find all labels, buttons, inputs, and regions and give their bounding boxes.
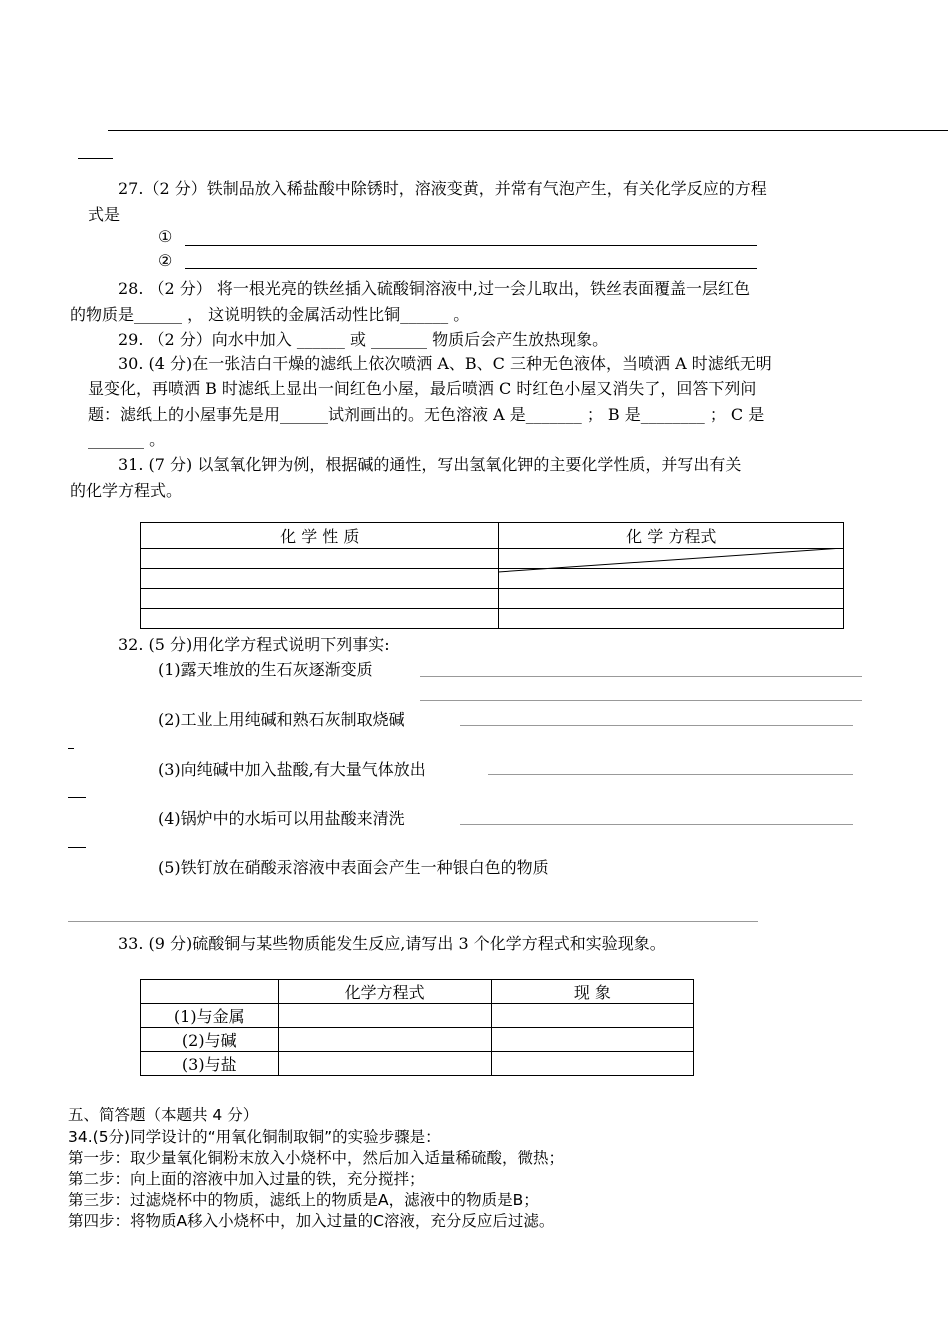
q31-cell[interactable] [141,549,499,569]
q32-item5: (5)铁钉放在硝酸汞溶液中表面会产生一种银白色的物质 [158,858,549,877]
q31-header-equation: 化 学 方程式 [499,523,844,549]
q29-line1: 29. （2 分）向水中加入 ______ 或 _______ 物质后会产生放热现象。 [118,330,609,349]
q33-line1: 33. (9 分)硫酸铜与某些物质能发生反应,请写出 3 个化学方程式和实验现象。 [118,934,666,953]
q33-cell[interactable] [278,1028,491,1052]
q34-step1: 第一步：取少量氧化铜粉末放入小烧杯中，然后加入适量稀硫酸，微热； [68,1149,565,1167]
q27-blank2-line[interactable] [185,268,757,269]
answer-line-top-short [78,158,113,159]
q32-item3: (3)向纯碱中加入盐酸,有大量气体放出 [158,760,426,779]
q32-item4: (4)锅炉中的水垢可以用盐酸来清洗 [158,809,405,828]
q33-header-phenomenon: 现 象 [491,980,693,1004]
q32-answer-line[interactable] [488,774,853,775]
q33-cell[interactable] [278,1052,491,1076]
q31-line2: 的化学方程式。 [70,481,183,500]
q34-step3: 第三步：过滤烧杯中的物质，滤纸上的物质是A，滤液中的物质是B； [68,1191,539,1209]
q32-wrap-mark [68,797,86,798]
q32-answer-line[interactable] [460,824,853,825]
q34-step2: 第二步：向上面的溶液中加入过量的铁，充分搅拌； [68,1170,425,1188]
q27-line1: 27.（2 分）铁制品放入稀盐酸中除锈时，溶液变黄，并常有气泡产生，有关化学反应的方程 [118,179,767,198]
section5-title: 五、简答题（本题共 4 分） [68,1106,259,1124]
q28-line1: 28. （2 分） 将一根光亮的铁丝插入硫酸铜溶液中,过一会儿取出，铁丝表面覆盖一层红色 [118,279,750,298]
q31-line1: 31. (7 分) 以氢氧化钾为例，根据碱的通性，写出氢氧化钾的主要化学性质，并写出有关 [118,455,742,474]
q32-wrap-mark [68,748,74,749]
q27-blank1-line[interactable] [185,245,757,246]
q32-answer-line[interactable] [420,700,862,701]
q32-item2: (2)工业上用纯碱和熟石灰制取烧碱 [158,710,405,729]
q31-cell[interactable] [141,609,499,629]
q33-table [140,979,694,1076]
q27-line2: 式是 [88,205,121,224]
q33-cell[interactable] [491,1028,693,1052]
answer-line-top [108,130,948,131]
q34-intro: 34.(5分)同学设计的“用氧化铜制取铜”的实验步骤是： [68,1128,441,1146]
q33-cell[interactable] [278,1004,491,1028]
q31-cell[interactable] [141,589,499,609]
q31-table [140,522,844,629]
q33-row-label: (1)与金属 [141,1004,279,1028]
q27-blank2-label: ② [158,251,173,270]
q33-header-equation: 化学方程式 [278,980,491,1004]
q32-answer-line[interactable] [460,725,853,726]
q31-cell[interactable] [499,609,844,629]
q34-step4: 第四步：将物质A移入小烧杯中，加入过量的C溶液，充分反应后过滤。 [68,1212,555,1230]
q33-header-empty [141,980,279,1004]
q33-cell[interactable] [491,1004,693,1028]
q30-line4: _______ 。 [88,430,166,449]
q31-diagonal-line [498,548,844,574]
q30-line3: 题：滤纸上的小屋事先是用______试剂画出的。无色溶液 A 是_______ ； B 是________ ； C 是 [88,405,765,424]
q31-cell[interactable] [499,589,844,609]
q28-line2: 的物质是______ ， 这说明铁的金属活动性比铜______ 。 [70,305,470,324]
q30-line1: 30. (4 分)在一张洁白干燥的滤纸上依次喷洒 A、B、C 三种无色液体，当喷洒 A 时滤纸无明 [118,354,772,373]
q33-cell[interactable] [491,1052,693,1076]
q33-row-label: (3)与盐 [141,1052,279,1076]
q31-cell[interactable] [141,569,499,589]
q32-line1: 32. (5 分)用化学方程式说明下列事实: [118,635,390,654]
q30-line2: 显变化，再喷洒 B 时滤纸上显出一间红色小屋，最后喷洒 C 时红色小屋又消失了，回答下列问 [88,379,757,398]
q32-answer-line[interactable] [68,921,758,922]
q32-answer-line[interactable] [420,676,862,677]
q27-blank1-label: ① [158,227,173,246]
q31-header-property: 化 学 性 质 [141,523,499,549]
q32-item1: (1)露天堆放的生石灰逐渐变质 [158,660,373,679]
q33-row-label: (2)与碱 [141,1028,279,1052]
q32-wrap-mark [68,847,86,848]
